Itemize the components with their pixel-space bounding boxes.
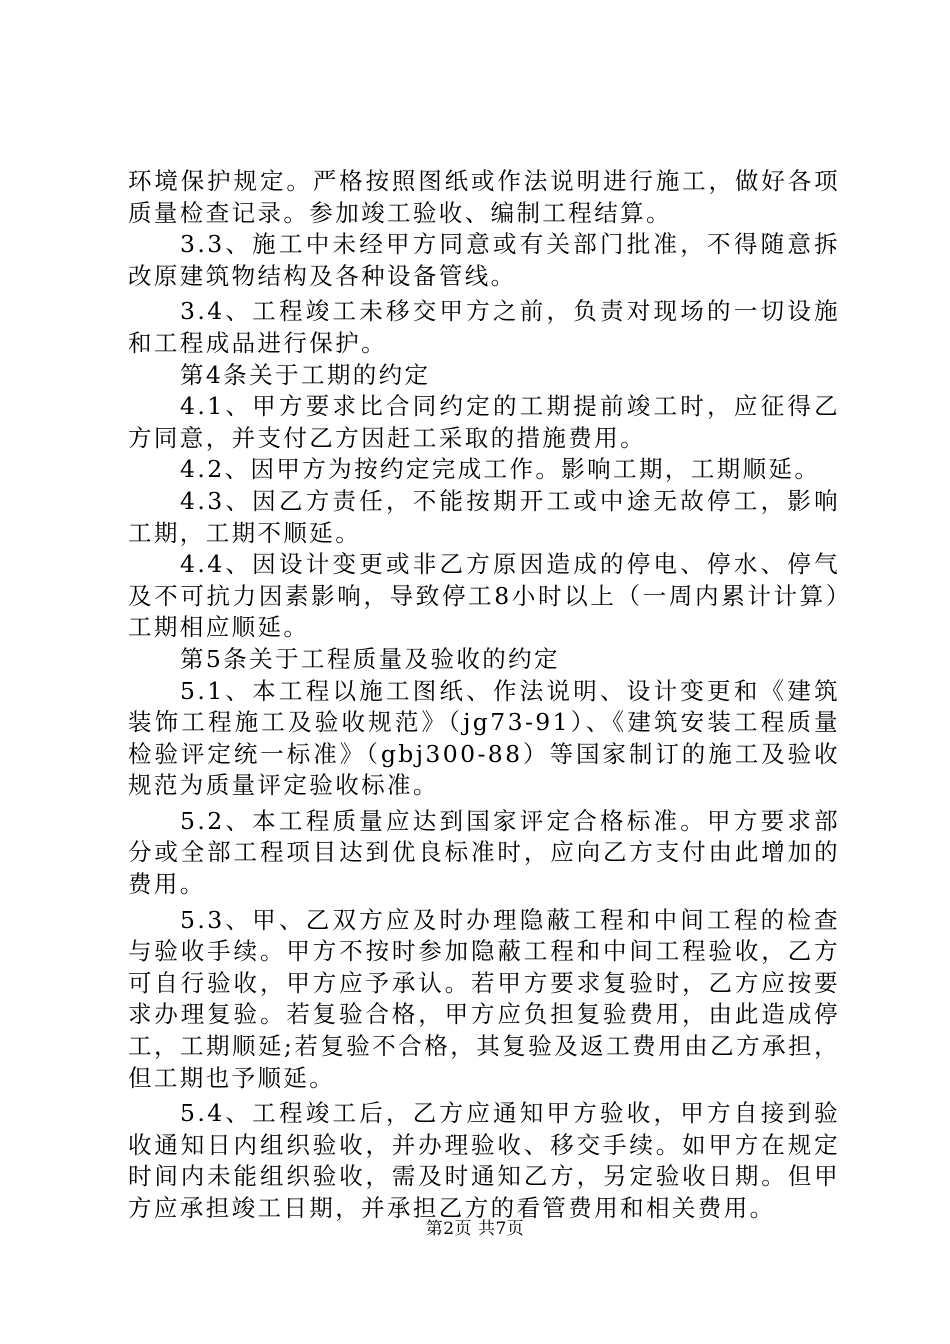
paragraph-continuation: 环境保护规定。严格按照图纸或作法说明进行施工，做好各项质量检查记录。参加竣工验收、编制工程结算。 — [128, 167, 840, 227]
clause-4-4: 4.4、因设计变更或非乙方原因造成的停电、停水、停气及不可抗力因素影响，导致停工8小时以上（一周内累计计算）工期相应顺延。 — [128, 550, 840, 642]
clause-5-1: 5.1、本工程以施工图纸、作法说明、设计变更和《建筑装饰工程施工及验收规范》（jg73-91）、《建筑安装工程质量检验评定统一标准》（gbj300-88）等国家制订的施工及验收规范为质量评定验收标准。 — [128, 676, 840, 800]
clause-4-1: 4.1、甲方要求比合同约定的工期提前竣工时，应征得乙方同意，并支付乙方因赶工采取的措施费用。 — [128, 392, 840, 452]
clause-5-4: 5.4、工程竣工后，乙方应通知甲方验收，甲方自接到验收通知日内组织验收，并办理验收、移交手续。如甲方在规定时间内未能组织验收，需及时通知乙方，另定验收日期。但甲方应承担竣工日期，并承担乙方的看管费用和相关费用。 — [128, 1099, 840, 1222]
page-footer: 第2页 共7页 — [425, 1219, 525, 1239]
clause-4-2: 4.2、因甲方为按约定完成工作。影响工期，工期顺延。 — [180, 455, 821, 484]
clause-5-2: 5.2、本工程质量应达到国家评定合格标准。甲方要求部分或全部工程项目达到优良标准时，应向乙方支付由此增加的费用。 — [128, 806, 840, 899]
document-body — [128, 166, 840, 1225]
clause-4-3: 4.3、因乙方责任，不能按期开工或中途无故停工，影响工期，工期不顺延。 — [128, 486, 840, 547]
article-4-heading: 第4条关于工期的约定 — [180, 360, 431, 389]
clause-3-4: 3.4、工程竣工未移交甲方之前，负责对现场的一切设施和工程成品进行保护。 — [128, 297, 840, 357]
clause-3-3: 3.3、施工中未经甲方同意或有关部门批准，不得随意拆改原建筑物结构及各种设备管线。 — [128, 230, 840, 290]
clause-5-3: 5.3、甲、乙双方应及时办理隐蔽工程和中间工程的检查与验收手续。甲方不按时参加隐蔽工程和中间工程验收，乙方可自行验收，甲方应予承认。若甲方要求复验时，乙方应按要求办理复验。若复验合格，甲方应负担复验费用，由此造成停工，工期顺延;若复验不合格，其复验及返工费用由乙方承担，但工期也予顺延。 — [128, 905, 840, 1092]
article-5-heading: 第5条关于工程质量及验收的约定 — [180, 644, 560, 673]
